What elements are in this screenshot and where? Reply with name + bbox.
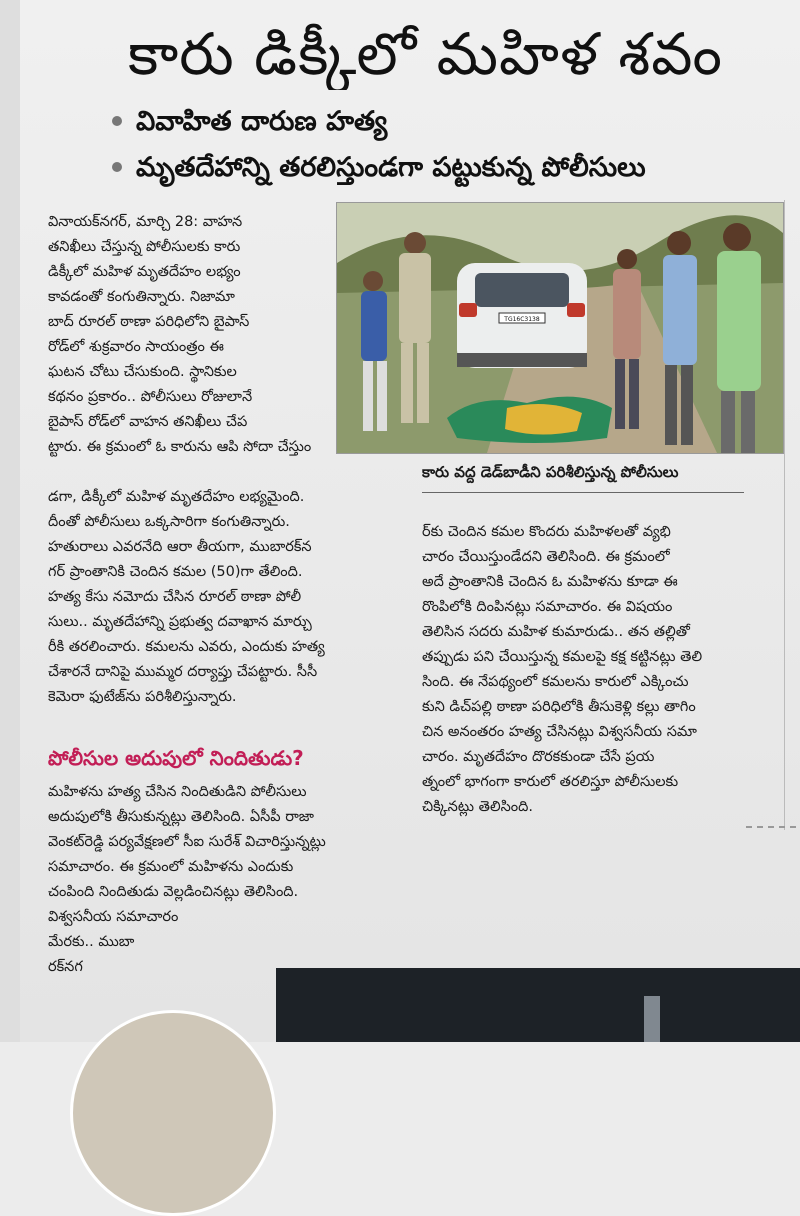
text-line: చారం చేయిస్తుండేదని తెలిసింది. ఈ క్రమంలో	[422, 549, 670, 565]
subheadline-1-text: వివాహిత దారుణ హత్య	[136, 106, 388, 137]
inset-circle-photo	[70, 1010, 276, 1216]
text-line: తెలిసిన సదరు మహిళ కుమారుడు.. తన తల్లితో	[422, 624, 690, 640]
text-line: అదుపులోకి తీసుకున్నట్లు తెలిసింది. ఏసీపీ రాజా	[48, 809, 314, 825]
subheadline-2-text: మృతదేహాన్ని తరలిస్తుండగా పట్టుకున్న పోలీసులు	[136, 152, 646, 183]
article-column-1-top	[48, 210, 332, 460]
text-line: తప్పుడు పని చేయిస్తున్న కమలపై కక్ష కట్టినట్లు తెలి	[422, 649, 703, 665]
dashed-separator	[746, 826, 796, 828]
text-line: చారం. మృతదేహం దొరకకుండా చేసే ప్రయ	[422, 749, 655, 765]
text-line: హత్య కేసు నమోదు చేసిన రూరల్ ఠాణా పోలీ	[48, 589, 302, 605]
caption-underline	[422, 492, 744, 493]
text-line: బైపాస్ రోడ్‌లో వాహన తనిఖీలు చేప	[48, 414, 248, 430]
text-line: వెంకట్‌రెడ్డి పర్యవేక్షణలో సీఐ సురేశ్ విచారిస్తున్నట్లు	[48, 834, 326, 850]
text-line: విశ్వసనీయ సమాచారం	[48, 909, 179, 925]
text-line: దీంతో పోలీసులు ఒక్కసారిగా కంగుతిన్నారు.	[48, 514, 290, 530]
text-line: సులు.. మృతదేహాన్ని ప్రభుత్వ దవాఖాన మార్చు	[48, 614, 312, 630]
text-line: కెమెరా ఫుటేజ్‌ను పరిశీలిస్తున్నారు.	[48, 689, 237, 705]
text-line: కుని డిచ్‌పల్లి ఠాణా పరిధిలోకి తీసుకెళ్లి కల్లు తాగిం	[422, 699, 696, 715]
photo-detail	[644, 996, 660, 1042]
text-line: త్నంలో భాగంగా కారులో తరలిస్తూ పోలీసులకు	[422, 774, 679, 790]
bullet-icon	[112, 162, 122, 172]
text-line: మహిళను హత్య చేసిన నిందితుడిని పోలీసులు	[48, 784, 307, 800]
news-photo-illustration	[337, 203, 783, 453]
text-line: డిక్కీలో మహిళ మృతదేహం లభ్యం	[48, 264, 241, 280]
text-line: అదే ప్రాంతానికి చెందిన ఓ మహిళను కూడా ఈ	[422, 574, 678, 590]
column-divider	[784, 200, 785, 830]
subheadline-1	[112, 104, 387, 140]
photo-caption: కారు వద్ద డెడ్‌బాడీని పరిశీలిస్తున్న పోలీసులు	[422, 463, 679, 481]
text-line: ఘటన చోటు చేసుకుంది. స్థానికుల	[48, 364, 237, 380]
headline: కారు డిక్కీలో మహిళ శవం	[128, 20, 723, 88]
text-line: డగా, డిక్కీలో మహిళ మృతదేహం లభ్యమైంది.	[48, 489, 305, 505]
text-line: కావడంతో కంగుతిన్నారు. నిజామా	[48, 289, 235, 305]
text-line: ర్‌కు చెందిన కమల కొందరు మహిళలతో వ్యభి	[422, 524, 671, 540]
text-line: రోడ్‌లో శుక్రవారం సాయంత్రం ఈ	[48, 339, 224, 355]
bullet-icon	[112, 116, 122, 126]
text-line: చిక్కినట్లు తెలిసింది.	[422, 799, 533, 815]
subheadline-2	[112, 150, 646, 186]
text-line: ట్టారు. ఈ క్రమంలో ఓ కారును ఆపి సోదా చేస్తుం	[48, 439, 312, 455]
text-line: మేరకు.. ముబా	[48, 934, 135, 950]
text-line: రీకి తరలించారు. కమలను ఎవరు, ఎందుకు హత్య	[48, 639, 325, 655]
section-heading: పోలీసుల అదుపులో నిందితుడు?	[48, 746, 304, 770]
article-column-2	[422, 520, 762, 820]
left-margin-strip	[0, 0, 20, 1042]
number-plate: TG16C3138	[504, 316, 540, 323]
text-line: చిన అనంతరం హత్య చేసినట్లు విశ్వసనీయ సమా	[422, 724, 697, 740]
text-line: కథనం ప్రకారం.. పోలీసులు రోజులానే	[48, 389, 253, 405]
news-photo	[336, 202, 784, 454]
text-line: వినాయక్‌నగర్, మార్చి 28: వాహన	[48, 214, 243, 230]
text-line: గర్ ప్రాంతానికి చెందిన కమల (50)గా తేలింది.	[48, 564, 303, 580]
text-line: సమాచారం. ఈ క్రమంలో మహిళను ఎందుకు	[48, 859, 294, 875]
text-line: రొంపిలోకి దింపినట్లు సమాచారం. ఈ విషయం	[422, 599, 673, 615]
article-column-1-bottom	[48, 780, 394, 980]
text-line: తనిఖీలు చేస్తున్న పోలీసులకు కారు	[48, 239, 241, 255]
text-line: హతురాలు ఎవరనేది ఆరా తీయగా, ముబారక్‌న	[48, 539, 312, 555]
next-article-photo	[276, 968, 800, 1042]
article-column-1-middle	[48, 485, 394, 710]
text-line: రక్‌నగ	[48, 959, 83, 975]
text-line: చేశారనే దానిపై ముమ్మర దర్యాప్తు చేపట్టారు. సీసీ	[48, 664, 318, 680]
text-line: చంపింది నిందితుడు వెల్లడించినట్లు తెలిసింది.	[48, 884, 299, 900]
text-line: సింది. ఈ నేపథ్యంలో కమలను కారులో ఎక్కించు	[422, 674, 689, 690]
text-line: బాద్ రూరల్ ఠాణా పరిధిలోని బైపాస్	[48, 314, 250, 330]
